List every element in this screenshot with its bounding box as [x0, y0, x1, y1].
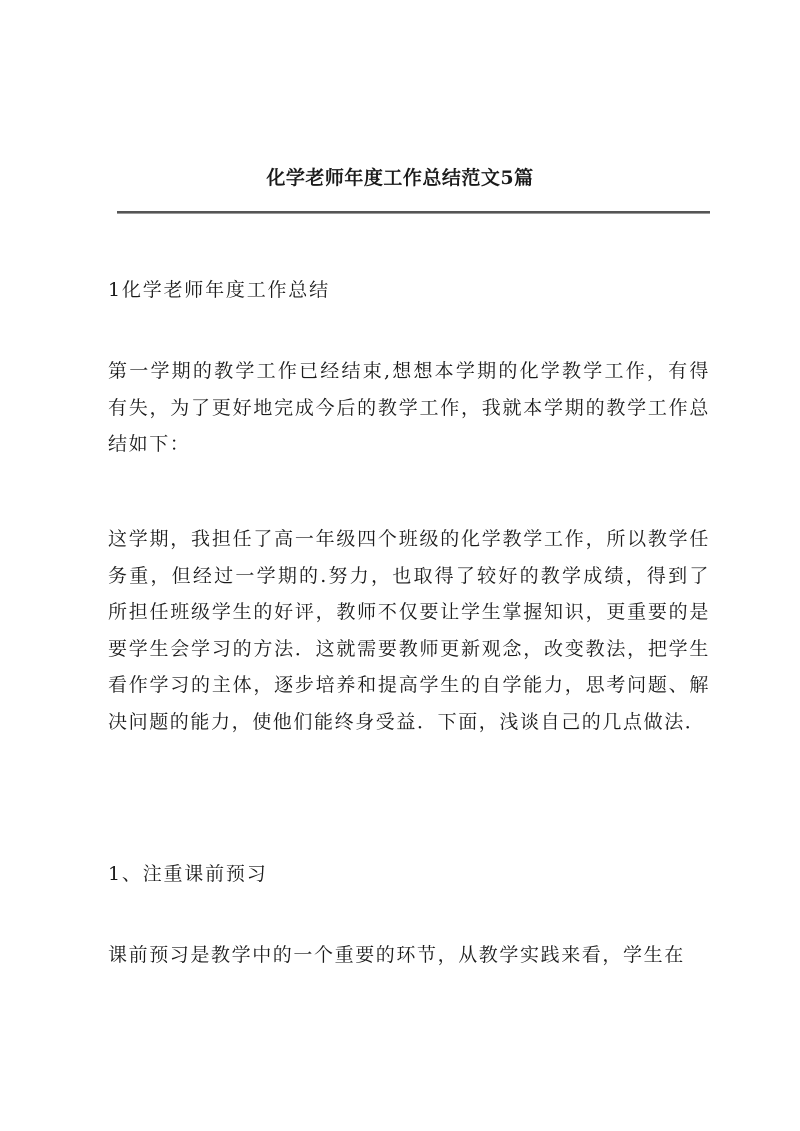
title-divider [117, 211, 710, 214]
paragraph-intro: 第一学期的教学工作已经结束,想想本学期的化学教学工作，有得有失，为了更好地完成今后的教学工作，我就本学期的教学工作总结如下： [108, 360, 710, 455]
document-title: 化学老师年度工作总结范文5篇 [266, 167, 534, 189]
paragraph-body: 这学期，我担任了高一年级四个班级的化学教学工作，所以教学任务重，但经过一学期的.努力，也取得了较好的教学成绩，得到了所担任班级学生的好评，教师不仅要让学生掌握知识，更重要的是要学生会学习的方法．这就需要教师更新观念，改变教法，把学生看作学习的主体，逐步培养和提高学生的自学能力，思考问题、解决问题的能力，使他们能终身受益．下面，浅谈自己的几点做法． [108, 528, 710, 733]
section-heading: 1化学老师年度工作总结 [108, 279, 330, 301]
subheading-preview: 1、注重课前预习 [108, 863, 268, 885]
paragraph-preview: 课前预习是教学中的一个重要的环节，从教学实践来看，学生在 [108, 944, 685, 966]
